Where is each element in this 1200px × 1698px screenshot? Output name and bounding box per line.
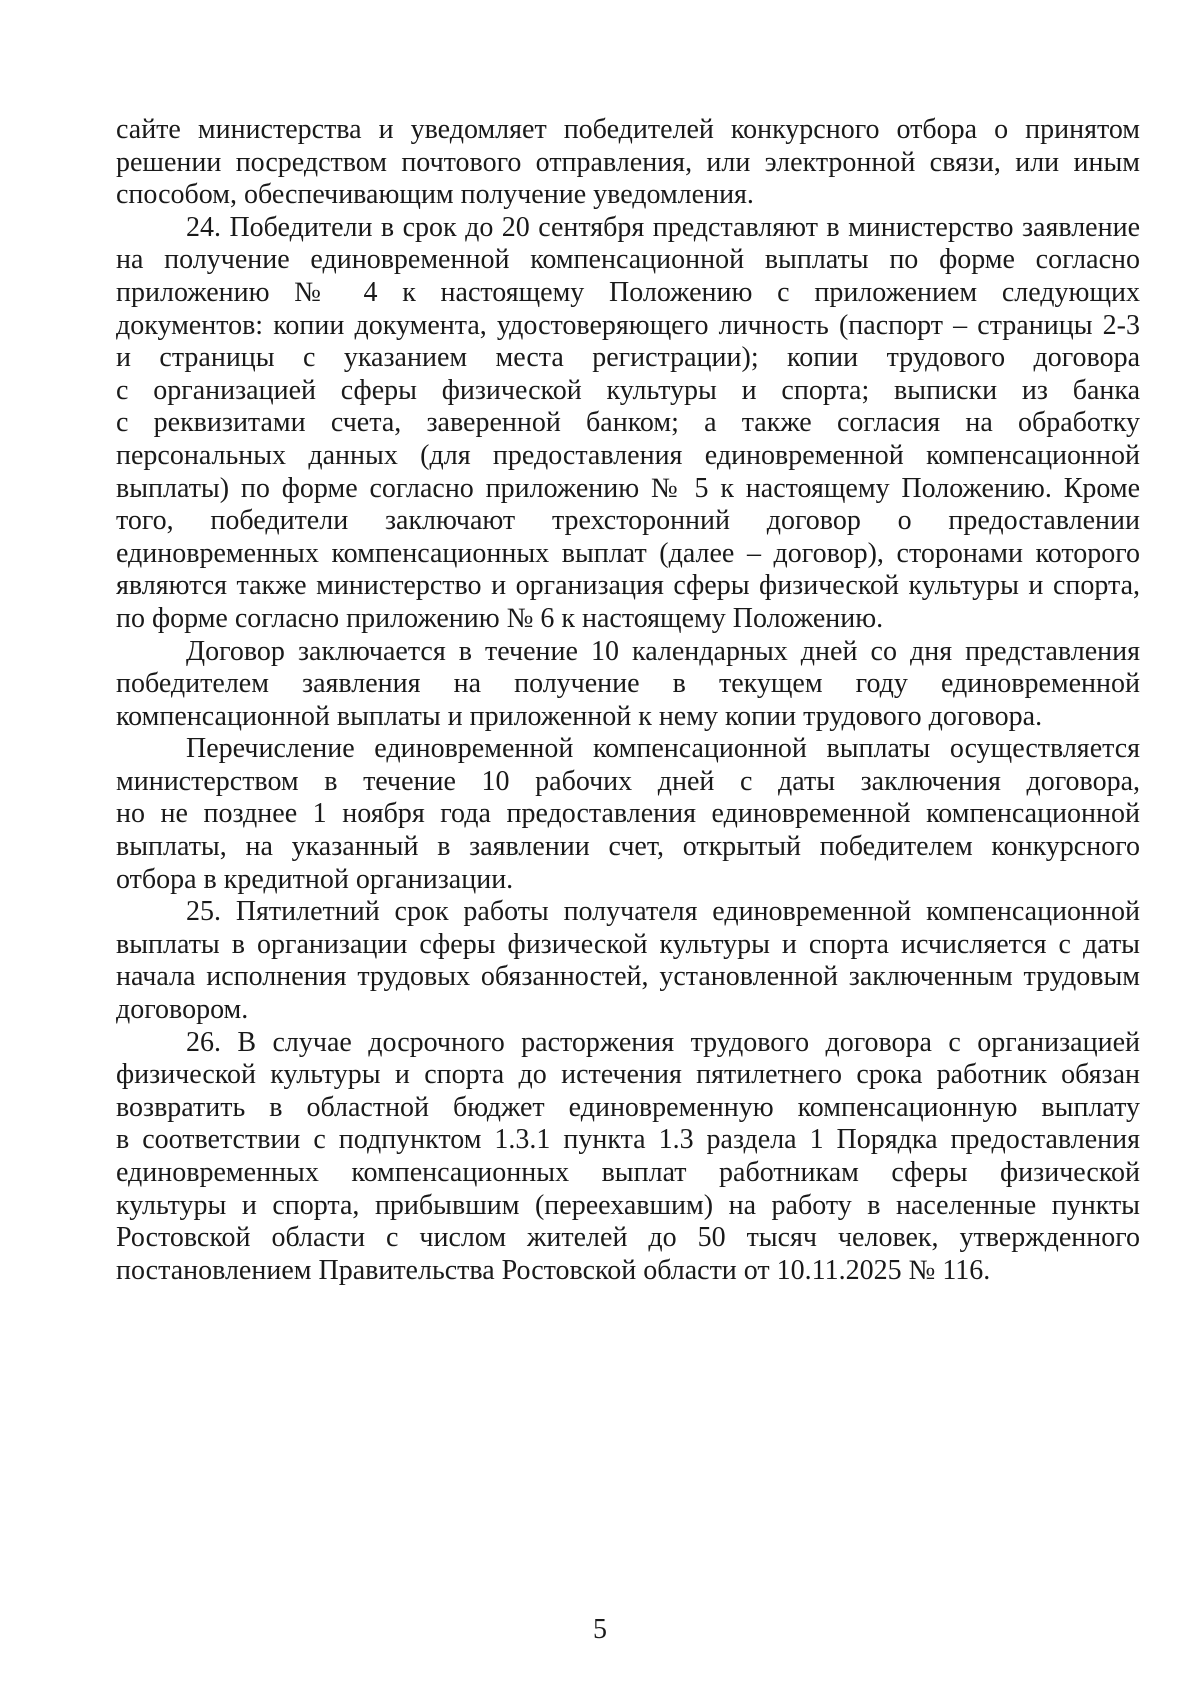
paragraph (116, 636, 1140, 734)
text-line: договором. (116, 994, 249, 1026)
text-line: 25. Пятилетний срок работы получателя единовременной компенсационной (186, 896, 1140, 928)
text-line: Перечисление единовременной компенсационной выплаты осуществляется (186, 733, 1140, 765)
text-line: компенсационной выплаты и приложенной к нему копии трудового договора. (116, 700, 1043, 732)
document-body (116, 114, 1140, 1287)
text-line: возвратить в областной бюджет единовременную компенсационную выплату (116, 1091, 1140, 1123)
page-number: 5 (593, 1614, 607, 1645)
text-line: способом, обеспечивающим получение уведомления. (116, 179, 754, 211)
text-line: 26. В случае досрочного расторжения трудового договора с организацией (186, 1026, 1140, 1058)
text-line: Ростовской области с числом жителей до 50 тысяч человек, утвержденного (116, 1222, 1140, 1254)
paragraph (116, 114, 1140, 212)
paragraph (116, 1027, 1140, 1288)
text-line: выплаты) по форме согласно приложению № 5 к настоящему Положению. Кроме (116, 472, 1140, 504)
text-line: того, победители заключают трехсторонний договор о предоставлении (116, 505, 1140, 537)
text-line: приложению № 4 к настоящему Положению с приложением следующих (116, 276, 1140, 308)
text-line: начала исполнения трудовых обязанностей, установленной заключенным трудовым (116, 961, 1140, 993)
text-line: выплаты в организации сферы физической культуры и спорта исчисляется с даты (116, 928, 1140, 960)
text-line: Договор заключается в течение 10 календарных дней со дня представления (186, 635, 1140, 667)
paragraph (116, 212, 1140, 636)
text-line: министерством в течение 10 рабочих дней с даты заключения договора, (116, 765, 1140, 797)
text-line: на получение единовременной компенсационной выплаты по форме согласно (116, 244, 1140, 276)
text-line: с организацией сферы физической культуры и спорта; выписки из банка (116, 374, 1140, 406)
text-line: но не позднее 1 ноября года предоставления единовременной компенсационной (116, 798, 1140, 830)
text-line: документов: копии документа, удостоверяющего личность (паспорт – страницы 2-3 (116, 309, 1140, 341)
text-line: решении посредством почтового отправления, или электронной связи, или иным (116, 146, 1140, 178)
text-line: единовременных компенсационных выплат (далее – договор), сторонами которого (116, 537, 1140, 569)
text-line: отбора в кредитной организации. (116, 863, 514, 895)
text-line: единовременных компенсационных выплат работникам сферы физической (116, 1157, 1140, 1188)
text-line: с реквизитами счета, заверенной банком; а также согласия на обработку (116, 407, 1140, 439)
text-line: по форме согласно приложению № 6 к настоящему Положению. (116, 602, 884, 634)
text-line: являются также министерство и организация сферы физической культуры и спорта, (116, 570, 1140, 602)
text-line: культуры и спорта, прибывшим (переехавшим) на работу в населенные пункты (116, 1189, 1140, 1221)
text-line: победителем заявления на получение в текущем году единовременной (116, 668, 1140, 700)
text-line: в соответствии с подпунктом 1.3.1 пункта 1.3 раздела 1 Порядка предоставления (116, 1124, 1140, 1156)
text-line: постановлением Правительства Ростовской области от 10.11.2025 № 116. (116, 1254, 991, 1286)
text-line: выплаты, на указанный в заявлении счет, открытый победителем конкурсного (116, 831, 1140, 863)
text-line: 24. Победители в срок до 20 сентября представляют в министерство заявление (186, 211, 1140, 243)
paragraph (116, 896, 1140, 1026)
text-line: физической культуры и спорта до истечения пятилетнего срока работник обязан (116, 1059, 1140, 1091)
text-line: и страницы с указанием места регистрации); копии трудового договора (116, 342, 1140, 374)
text-line: персональных данных (для предоставления единовременной компенсационной (116, 439, 1140, 471)
paragraph (116, 733, 1140, 896)
text-line: сайте министерства и уведомляет победителей конкурсного отбора о принятом (116, 114, 1140, 145)
